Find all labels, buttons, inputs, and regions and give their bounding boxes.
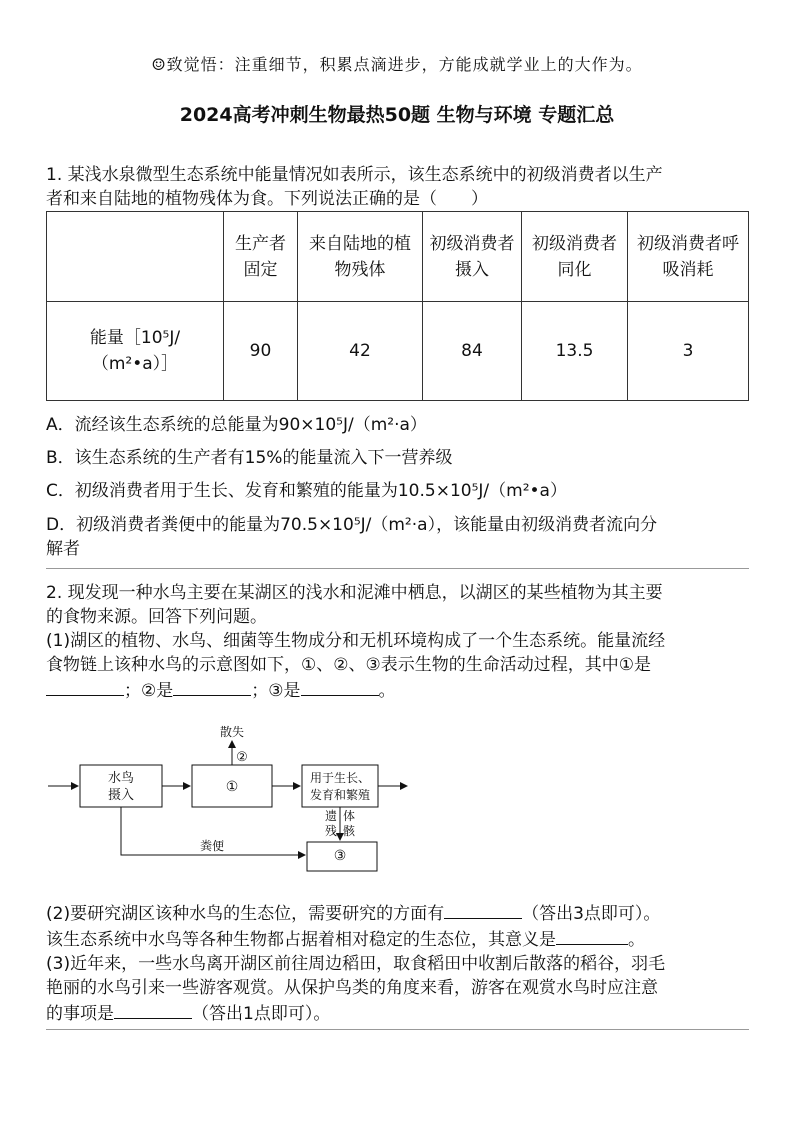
- q2-part2-line2: [46, 926, 756, 952]
- option-a[interactable]: A．流经该生态系统的总能量为90×10⁵J/（m²·a）: [46, 415, 427, 435]
- remains-char: 残: [324, 824, 338, 838]
- divider: [46, 1029, 749, 1030]
- energy-flow-diagram: [40, 715, 430, 875]
- header-text: 初级消费者呼: [637, 233, 739, 254]
- q2-text-fragment: （答出1点即可）。: [192, 1004, 331, 1024]
- table-cell: 13.5: [522, 302, 628, 401]
- option-c[interactable]: C．初级消费者用于生长、发育和繁殖的能量为10.5×10⁵J/（m²•a）: [46, 481, 567, 501]
- answer-blank-6[interactable]: [114, 1000, 192, 1019]
- answer-blank-5[interactable]: [556, 926, 628, 945]
- header-text: 物残体: [334, 259, 386, 280]
- q2-text-fragment: ；②是: [124, 681, 174, 701]
- q2-line: 2. 现发现一种水鸟主要在某湖区的浅水和泥滩中栖息，以湖区的某些植物为其主要: [46, 583, 663, 603]
- q1-options: [46, 409, 756, 561]
- box-process-1-label: ①: [225, 779, 239, 795]
- header-text: 生产者: [235, 233, 286, 254]
- q2-text-fragment: ；③是: [251, 681, 301, 701]
- q2-line: 食物链上该种水鸟的示意图如下，①、②、③表示生物的生命活动过程，其中①是: [46, 655, 651, 675]
- answer-blank-3[interactable]: [301, 677, 379, 696]
- header-text: 吸消耗: [662, 259, 714, 280]
- header-producer-fixed: [224, 212, 298, 302]
- remains-char: 遗: [324, 809, 338, 823]
- q2-part3-line3: [46, 1000, 756, 1026]
- motto: ☺致觉悟：注重细节，积累点滴进步，方能成就学业上的大作为。: [151, 55, 643, 74]
- header-text: 摄入: [455, 259, 489, 280]
- answer-blank-2[interactable]: [173, 677, 251, 696]
- table-header-row: [47, 212, 749, 302]
- q1-stem-line2: 者和来自陆地的植物残体为食。下列说法正确的是（ ）: [46, 189, 488, 209]
- q1-stem: [46, 163, 756, 211]
- option-d-line1: D．初级消费者粪便中的能量为70.5×10⁵J/（m²·a），该能量由初级消费者流向分: [46, 515, 658, 535]
- header-consumer-assimilation: [522, 212, 628, 302]
- q1-stem-line1: 1. 某浅水泉微型生态系统中能量情况如表所示，该生态系统中的初级消费者以生产: [46, 165, 663, 185]
- answer-blank-1[interactable]: [46, 677, 124, 696]
- remains-char: 体: [342, 809, 356, 823]
- option-b[interactable]: B．该生态系统的生产者有15%的能量流入下一营养级: [46, 448, 453, 468]
- q2-text: [46, 581, 756, 703]
- table-cell: 42: [298, 302, 423, 401]
- q2-text-fragment: 该生态系统中水鸟等各种生物都占据着相对稳定的生态位，其意义是: [46, 930, 556, 950]
- header-text: 初级消费者: [532, 233, 617, 254]
- q2-blanks-line: [46, 677, 756, 703]
- q2-text-fragment: 。: [628, 930, 645, 950]
- box-growth-label: 发育和繁殖: [309, 788, 371, 802]
- box-growth-label: 用于生长、: [309, 771, 371, 785]
- box-intake-label: 摄入: [107, 788, 135, 803]
- q2-part2-line1: [46, 900, 756, 926]
- header-land-plant-residue: [298, 212, 423, 302]
- table-corner-cell: [47, 212, 224, 302]
- divider: [46, 568, 749, 569]
- table-cell: 3: [628, 302, 749, 401]
- option-d[interactable]: [46, 513, 756, 561]
- q2-line: (1)湖区的植物、水鸟、细菌等生物成分和无机环境构成了一个生态系统。能量流经: [46, 631, 666, 651]
- q2-part3-line2: 艳丽的水鸟引来一些游客观赏。从保护鸟类的角度来看，游客在观赏水鸟时应注意: [46, 978, 658, 998]
- q2-subquestions: [46, 900, 756, 1026]
- box-process-3-label: ③: [333, 848, 347, 864]
- loss-mark: ②: [236, 750, 248, 765]
- page-title: 2024高考冲刺生物最热50题 生物与环境 专题汇总: [179, 104, 615, 126]
- row-label-line: （m²•a）］: [91, 354, 179, 374]
- q2-text-fragment: (2)要研究湖区该种水鸟的生态位，需要研究的方面有: [46, 904, 445, 924]
- answer-blank-4[interactable]: [444, 900, 522, 919]
- option-d-line2: 解者: [46, 539, 80, 559]
- loss-label: 散失: [219, 725, 245, 739]
- header-consumer-intake: [423, 212, 522, 302]
- header-text: 同化: [557, 259, 592, 280]
- table-row: [47, 302, 749, 401]
- q2-part3-line1: (3)近年来，一些水鸟离开湖区前往周边稻田，取食稻田中收割后散落的稻谷，羽毛: [46, 954, 666, 974]
- header-consumer-respiration: [628, 212, 749, 302]
- row-label-line: 能量［10⁵J/: [89, 328, 181, 348]
- q2-text-fragment: （答出3点即可）。: [522, 904, 661, 924]
- header-text: 初级消费者: [429, 233, 515, 254]
- q2-line: 的食物来源。回答下列问题。: [46, 607, 267, 627]
- header-text: 固定: [243, 259, 278, 280]
- q2-text-fragment: 。: [378, 681, 396, 701]
- row-label-energy: [47, 302, 224, 401]
- q2-text-fragment: 的事项是: [46, 1004, 114, 1024]
- energy-table: [46, 211, 749, 401]
- header-text: 来自陆地的植: [309, 233, 411, 254]
- table-cell: 84: [423, 302, 522, 401]
- remains-char: 骸: [342, 824, 356, 838]
- box-intake-label: 水鸟: [107, 771, 135, 786]
- feces-label: 粪便: [199, 839, 225, 853]
- table-cell: 90: [224, 302, 298, 401]
